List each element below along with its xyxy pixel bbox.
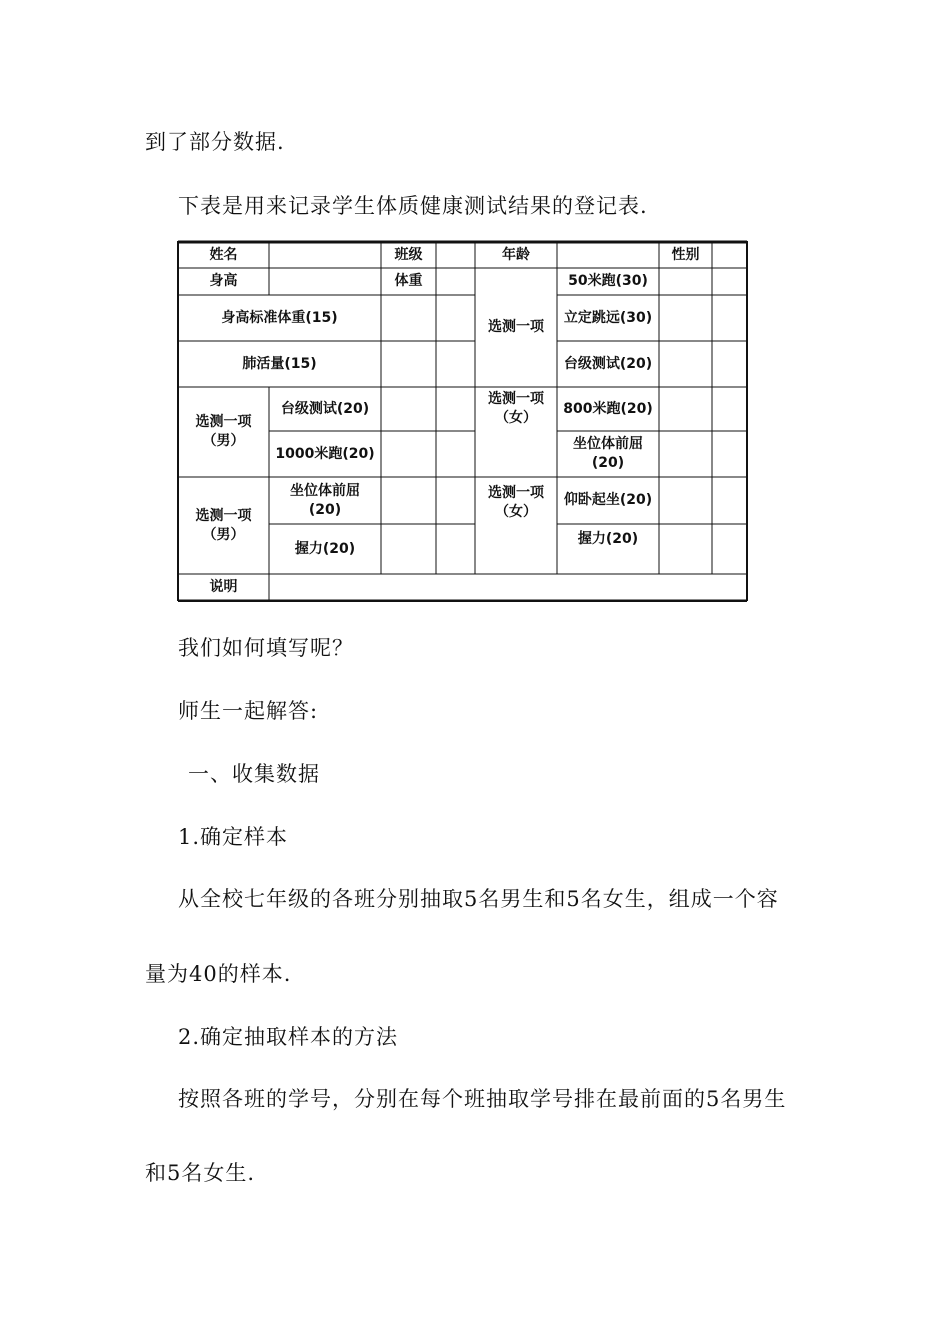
choose-female-2-line2: （女） — [495, 503, 537, 520]
paragraph-8: 2.确定抽取样本的方法 — [178, 1025, 399, 1049]
label-grip-male: 握力(20) — [294, 540, 356, 557]
label-name: 姓名 — [209, 246, 238, 263]
choose-male-line1: 选测一项 — [195, 414, 252, 431]
fitness-record-table — [177, 240, 748, 602]
label-note: 说明 — [209, 579, 238, 596]
label-step-test-male: 台级测试(20) — [280, 400, 370, 417]
label-step-test-female: 台级测试(20) — [563, 355, 653, 372]
paragraph-4: 师生一起解答: — [178, 699, 319, 723]
label-choose-female-2 — [475, 431, 557, 574]
label-run-50m: 50米跑(30) — [568, 273, 648, 290]
paragraph-7b: 量为40的样本. — [145, 962, 292, 986]
label-grip-female: 握力(20) — [577, 530, 639, 547]
label-long-jump: 立定跳远(30) — [563, 309, 653, 326]
sit-reach-male-line1: 坐位体前屈 — [290, 482, 360, 499]
paragraph-1: 到了部分数据. — [145, 130, 285, 154]
choose-female-line2: （女） — [495, 410, 537, 426]
paragraph-9b: 和5名女生. — [145, 1161, 256, 1185]
paragraph-2: 下表是用来记录学生体质健康测试结果的登记表. — [178, 194, 648, 218]
paragraph-9a: 按照各班的学号，分别在每个班抽取学号排在最前面的5名男生 — [178, 1087, 787, 1111]
sit-reach-female-line1: 坐位体前屈 — [573, 436, 643, 453]
choose-male-line2: （男） — [202, 433, 245, 449]
label-height: 身高 — [209, 273, 238, 290]
sit-reach-female-line2: (20) — [591, 455, 625, 471]
label-age: 年龄 — [502, 246, 530, 263]
paragraph-7a: 从全校七年级的各班分别抽取5名男生和5名女生，组成一个容 — [178, 887, 779, 911]
label-sit-reach-male — [269, 477, 381, 524]
label-sit-reach-female — [557, 431, 659, 477]
label-class: 班级 — [394, 246, 423, 263]
label-gender: 性别 — [671, 246, 700, 263]
section-heading: 一、收集数据 — [188, 762, 320, 786]
label-standard-weight: 身高标准体重(15) — [221, 309, 338, 326]
label-run-1000m: 1000米跑(20) — [275, 445, 375, 462]
choose-male-2-line2: （男） — [202, 526, 245, 543]
choose-female-2-line1: 选测一项 — [488, 484, 544, 501]
label-choose-male-1 — [178, 387, 269, 477]
label-choose-one: 选测一项 — [488, 319, 544, 336]
choose-male-2-line1: 选测一项 — [195, 507, 252, 524]
label-run-800m: 800米跑(20) — [563, 400, 653, 417]
paragraph-6: 1.确定样本 — [178, 825, 289, 849]
label-situp: 仰卧起坐(20) — [563, 492, 653, 509]
label-lung-capacity: 肺活量(15) — [242, 355, 317, 372]
paragraph-3: 我们如何填写呢？ — [178, 636, 354, 660]
sit-reach-male-line2: (20) — [308, 501, 342, 518]
choose-female-line1: 选测一项 — [488, 391, 544, 408]
label-choose-male-2 — [178, 477, 269, 574]
label-weight: 体重 — [394, 273, 423, 290]
